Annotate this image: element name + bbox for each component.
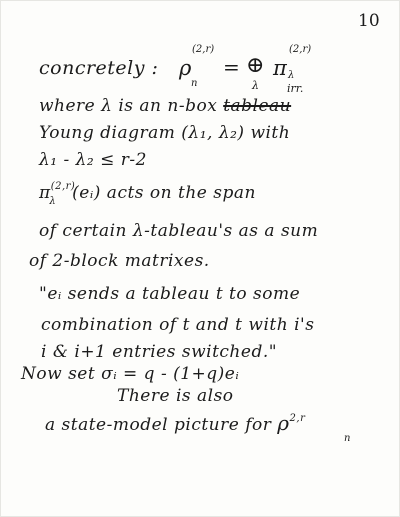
pi-subscript: λ xyxy=(288,70,295,81)
rho-final-superscript: 2,r xyxy=(289,413,306,424)
rho-subscript: n xyxy=(191,78,198,89)
line-pi-acts xyxy=(39,181,256,207)
line-entries-switched: i & i+1 entries switched." xyxy=(41,342,278,362)
line-state-model xyxy=(45,413,305,434)
line-there-is-also: There is also xyxy=(117,386,234,406)
line-certain-tableaux: of certain λ-tableau's as a sum xyxy=(39,221,319,241)
line-young-diagram: Young diagram (λ₁, λ₂) with xyxy=(39,123,291,143)
line-state-model-text: a state-model picture for xyxy=(45,415,278,435)
line-combination: combination of t and t with i's xyxy=(41,315,315,335)
rho-final-symbol: ρ xyxy=(277,411,290,435)
direct-sum-icon: ⊕ xyxy=(246,53,265,78)
line-acts-text: (eᵢ) acts on the span xyxy=(72,183,256,203)
pi-lambda-symbol: π xyxy=(39,183,51,203)
rho-symbol: ρ xyxy=(179,56,192,80)
line-where-lambda xyxy=(39,98,291,115)
rho-final-subscript: n xyxy=(344,433,351,444)
line-now-set-sigma: Now set σᵢ = q - (1+q)eᵢ xyxy=(21,364,240,384)
line-concretely-label: concretely : xyxy=(39,57,159,79)
rho-superscript: (2,r) xyxy=(192,44,215,55)
line-where-text: where λ is an n-box xyxy=(39,96,224,116)
page-number: 10 xyxy=(358,11,380,31)
pi-superscript: (2,r) xyxy=(289,44,312,55)
direct-sum-index: λ xyxy=(252,79,259,92)
line-ei-sends: "eᵢ sends a tableau t to some xyxy=(39,284,301,304)
line-inequality: λ₁ - λ₂ ≤ r-2 xyxy=(39,150,147,170)
pi-lambda-superscript: (2,r) xyxy=(50,181,76,192)
line-block-matrices: of 2-block matrixes. xyxy=(29,251,210,271)
irr-label: irr. xyxy=(287,82,304,95)
struck-word: tableau xyxy=(223,96,292,116)
pi-lambda-subscript: λ xyxy=(49,196,57,207)
pi-symbol: π xyxy=(273,56,287,80)
equals-sign: = xyxy=(223,55,240,79)
